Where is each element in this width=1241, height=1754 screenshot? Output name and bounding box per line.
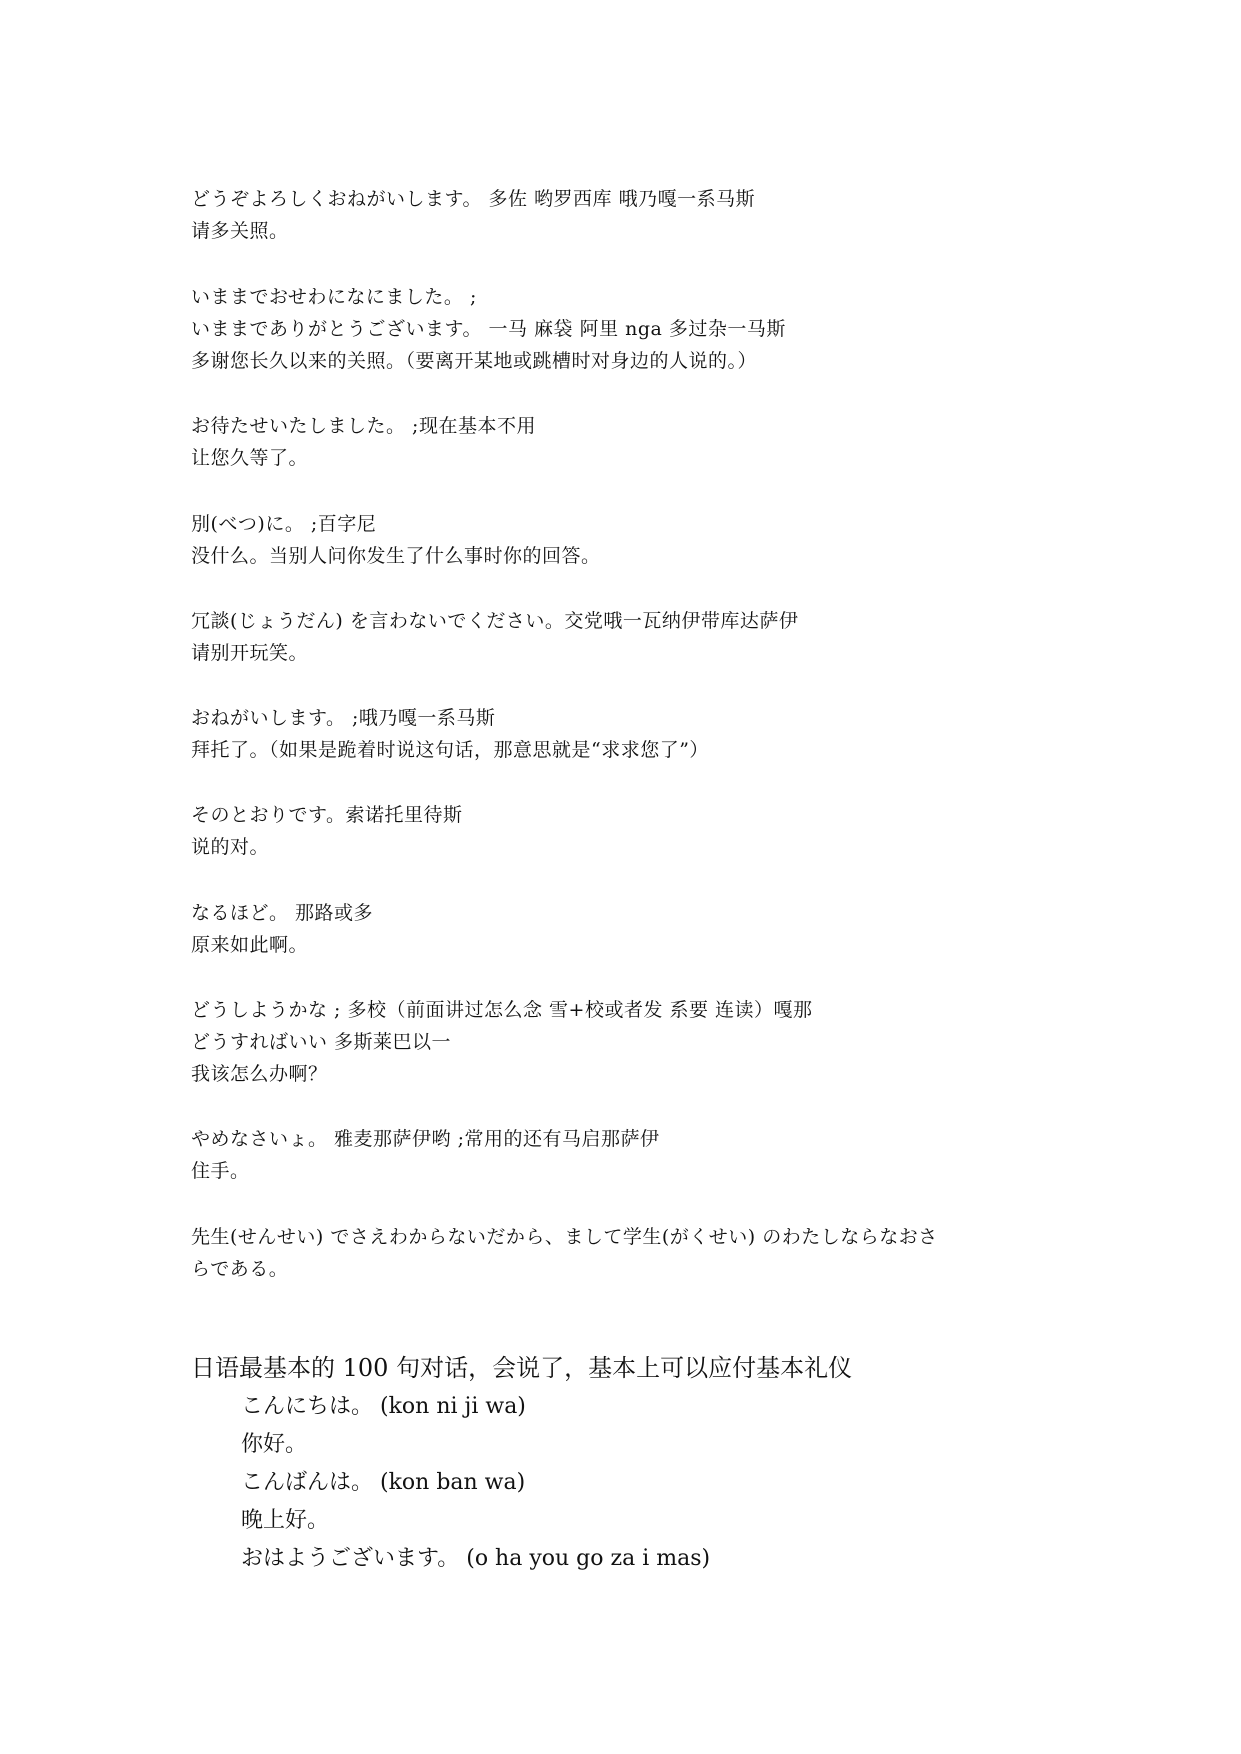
section-item-1: こんにちは。 (kon ni ji wa) xyxy=(241,1394,526,1419)
phrase-3-japanese: お待たせいたしました。 ;现在基本不用 xyxy=(191,415,536,437)
phrase-5-japanese: 冗談(じょうだん) を言わないでください。交党哦一瓦纳伊带库达萨伊 xyxy=(191,610,799,632)
phrase-5-meaning: 请别开玩笑。 xyxy=(191,642,309,664)
phrase-1-meaning: 请多关照。 xyxy=(191,220,289,242)
phrase-11-line-2: らである。 xyxy=(191,1258,289,1280)
section-item-5: おはようございます。 (o ha you go za i mas) xyxy=(241,1546,711,1571)
phrase-6-japanese: おねがいします。 ;哦乃嘎一系马斯 xyxy=(191,707,496,729)
phrase-2-japanese-a: いままでおせわになにました。 ; xyxy=(191,286,477,308)
phrase-11-line-1: 先生(せんせい) でさえわからないだから、まして学生(がくせい) のわたしならなおさ xyxy=(191,1226,938,1248)
phrase-9-meaning: 我该怎么办啊？ xyxy=(191,1063,328,1085)
phrase-7-japanese: そのとおりです。索诺托里待斯 xyxy=(191,804,463,826)
phrase-8-meaning: 原来如此啊。 xyxy=(191,934,309,956)
section-title: 日语最基本的 100 句对话，会说了，基本上可以应付基本礼仪 xyxy=(191,1354,853,1382)
phrase-8-japanese: なるほど。 那路或多 xyxy=(191,902,374,924)
section-item-4: 晚上好。 xyxy=(241,1508,330,1533)
phrase-6-meaning: 拜托了。（如果是跪着时说这句话，那意思就是“求求您了”） xyxy=(191,739,709,761)
section-item-2: 你好。 xyxy=(241,1432,308,1457)
phrase-9-japanese-a: どうしようかな ; 多校（前面讲过怎么念 雪+校或者发 系要 连读）嘎那 xyxy=(191,999,813,1021)
phrase-1-japanese: どうぞよろしくおねがいします。 多佐 哟罗西库 哦乃嘎一系马斯 xyxy=(191,188,756,210)
phrase-10-japanese: やめなさいょ。 雅麦那萨伊哟 ;常用的还有马启那萨伊 xyxy=(191,1128,660,1150)
phrase-4-meaning: 没什么。当别人问你发生了什么事时你的回答。 xyxy=(191,545,601,567)
section-item-3: こんばんは。 (kon ban wa) xyxy=(241,1470,526,1495)
phrase-2-meaning: 多谢您长久以来的关照。（要离开某地或跳槽时对身边的人说的。） xyxy=(191,350,758,372)
phrase-10-meaning: 住手。 xyxy=(191,1160,250,1182)
phrase-7-meaning: 说的对。 xyxy=(191,836,270,858)
phrase-4-japanese: 別(べつ)に。 ;百字尼 xyxy=(191,513,377,535)
phrase-3-meaning: 让您久等了。 xyxy=(191,447,309,469)
phrase-9-japanese-b: どうすればいい 多斯莱巴以一 xyxy=(191,1031,452,1053)
phrase-2-japanese-b: いままでありがとうございます。 一马 麻袋 阿里 nga 多过杂一马斯 xyxy=(191,318,786,340)
